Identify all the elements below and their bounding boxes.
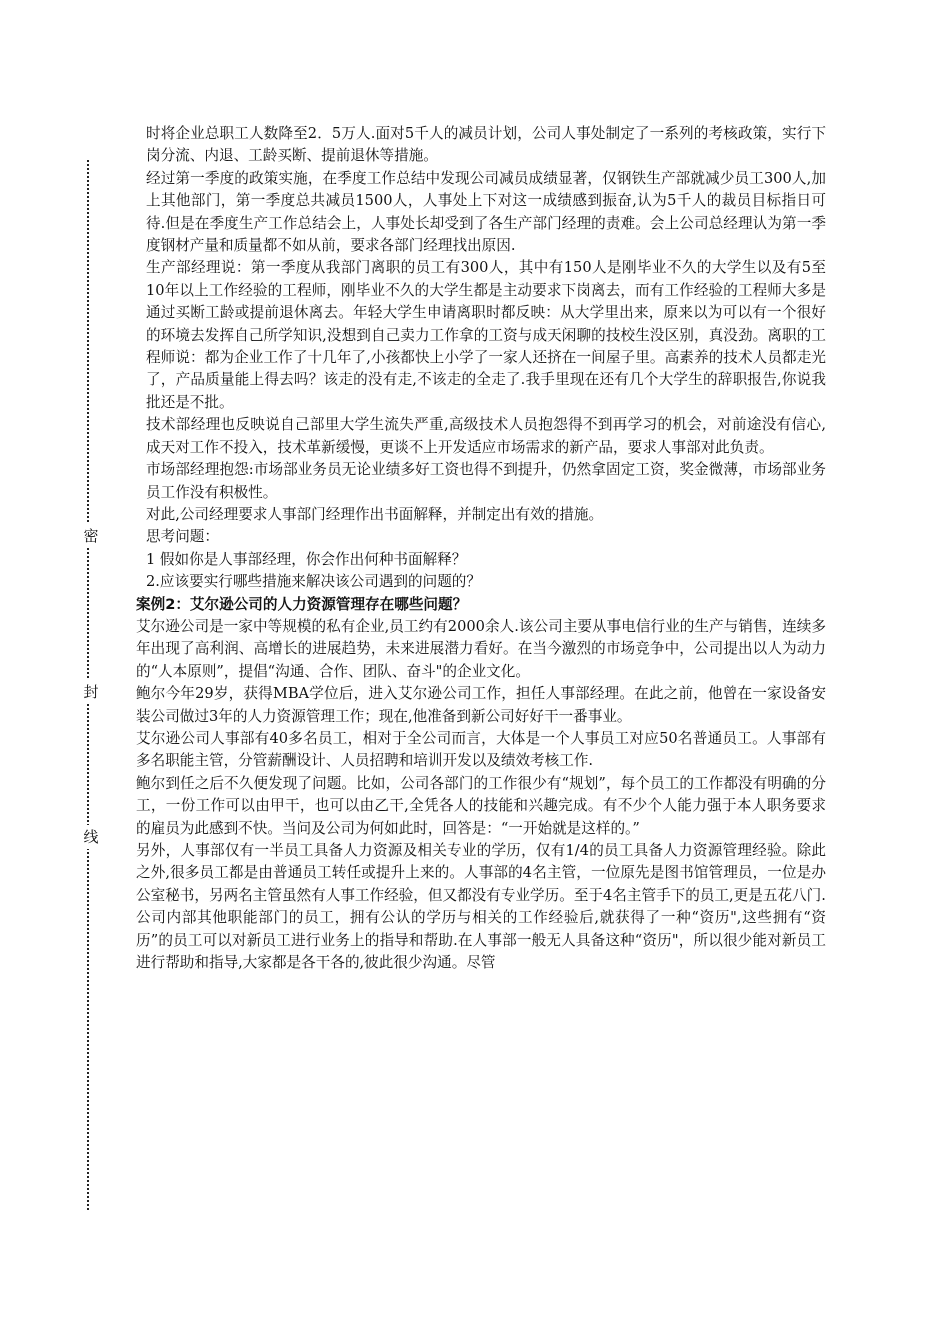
case1-paragraph-3: 生产部经理说：第一季度从我部门离职的员工有300人，其中有150人是刚毕业不久的大学生以及有5至10年以上工作经验的工程师，刚毕业不久的大学生都是主动要求下岗离去，而有工作经验的工程师大多是通过买断工龄或提前退休离去。年轻大学生申请离职时都反映：从大学里出来，原来以为可以有一个很好的环境去发挥自己所学知识,没想到自己卖力工作拿的工资与成天闲聊的技校生没区别，真没劲。离职的工程师说：都为企业工作了十几年了,小孩都快上小学了一家人还挤在一间屋子里。高素养的技术人员都走光了，产品质量能上得去吗？该走的没有走,不该走的全走了.我手里现在还有几个大学生的辞职报告,你说我批还是不批。: [146, 259, 826, 411]
case1-paragraph-4: 技术部经理也反映说自己部里大学生流失严重,高级技术人员抱怨得不到再学习的机会，对前途没有信心,成天对工作不投入，技术革新缓慢，更谈不上开发适应市场需求的新产品，要求人事部对此负责。: [146, 416, 826, 456]
case2-title: 案例2：艾尔逊公司的人力资源管理存在哪些问题？: [136, 595, 468, 613]
case1-questions-heading: 思考问题：: [146, 528, 219, 546]
case1-question-1: 1 假如你是人事部经理，你会作出何种书面解释？: [146, 550, 467, 568]
case2-paragraph-3: 艾尔逊公司人事部有40多名员工，相对于全公司而言，大体是一个人事员工对应50名普通员工。人事部有多名职能主管，分管薪酬设计、人员招聘和培训开发以及绩效考核工作.: [136, 729, 826, 770]
case1-question-2: 2.应该要实行哪些措施来解决该公司遇到的问题的？: [146, 573, 481, 591]
case2-paragraph-4: 鲍尔到任之后不久便发现了问题。比如，公司各部门的工作很少有“规划”，每个员工的工作都没有明确的分工，一份工作可以由甲干，也可以由乙干,全凭各人的技能和兴趣完成。有不少个人能力强于本人职务要求的雇员为此感到不快。当问及公司为何如此时，回答是：“一开始就是这样的。”: [136, 774, 826, 837]
seal-char-xian: 线: [81, 825, 101, 849]
case2-paragraph-2: 鲍尔今年29岁，获得MBA学位后，进入艾尔逊公司工作，担任人事部经理。在此之前，他曾在一家设备安装公司做过3年的人力资源管理工作；现在,他准备到新公司好好干一番事业。: [136, 685, 826, 725]
case1-paragraph-6: 对此,公司经理要求人事部门经理作出书面解释，并制定出有效的措施。: [146, 505, 604, 523]
case1-paragraph-2: 经过第一季度的政策实施，在季度工作总结中发现公司减员成绩显著，仅钢铁生产部就减少员工300人,加上其他部门，第一季度总共减员1500人，人事处上下对这一成绩感到振奋,认为5千人的裁员目标指日可待.但是在季度生产工作总结会上，人事处长却受到了各生产部门经理的责难。会上公司总经理认为第一季度钢材产量和质量都不如从前，要求各部门经理找出原因.: [146, 169, 826, 255]
case2-paragraph-6: 公司内部其他职能部门的员工，拥有公认的学历与相关的工作经验后,就获得了一种“资历",这些拥有“资历”的员工可以对新员工进行业务上的指导和帮助.在人事部一般无人具备这种“资历"，所以很少能对新员工进行帮助和指导,大家都是各干各的,彼此很少沟通。尽管: [136, 909, 826, 972]
case2-paragraph-5: 另外，人事部仅有一半员工具备人力资源及相关专业的学历，仅有1/4的员工具备人力资源管理经验。除此之外,很多员工都是由普通员工转任或提升上来的。人事部的4名主管，一位原先是图书馆管理员，一位是办公室秘书，另两名主管虽然有人事工作经验，但又都没有专业学历。至于4名主管手下的员工,更是五花八门.: [136, 842, 826, 904]
case2-paragraph-1: 艾尔逊公司是一家中等规模的私有企业,员工约有2000余人.该公司主要从事电信行业的生产与销售，连续多年出现了高利润、高增长的进展趋势，未来进展潜力看好。在当今激烈的市场竞争中，公司提出以人为动力的“人本原则”，提倡“沟通、合作、团队、奋斗"的企业文化。: [136, 617, 826, 680]
seal-char-mi: 密: [81, 524, 101, 548]
document-body: [136, 123, 826, 974]
seal-char-feng: 封: [81, 680, 101, 704]
case1-paragraph-1: 时将企业总职工人数降至2．5万人.面对5千人的减员计划，公司人事处制定了一系列的考核政策，实行下岗分流、内退、工龄买断、提前退休等措施。: [146, 125, 826, 165]
case1-paragraph-5: 市场部经理抱怨:市场部业务员无论业绩多好工资也得不到提升，仍然拿固定工资，奖金微薄，市场部业务员工作没有积极性。: [146, 461, 826, 501]
